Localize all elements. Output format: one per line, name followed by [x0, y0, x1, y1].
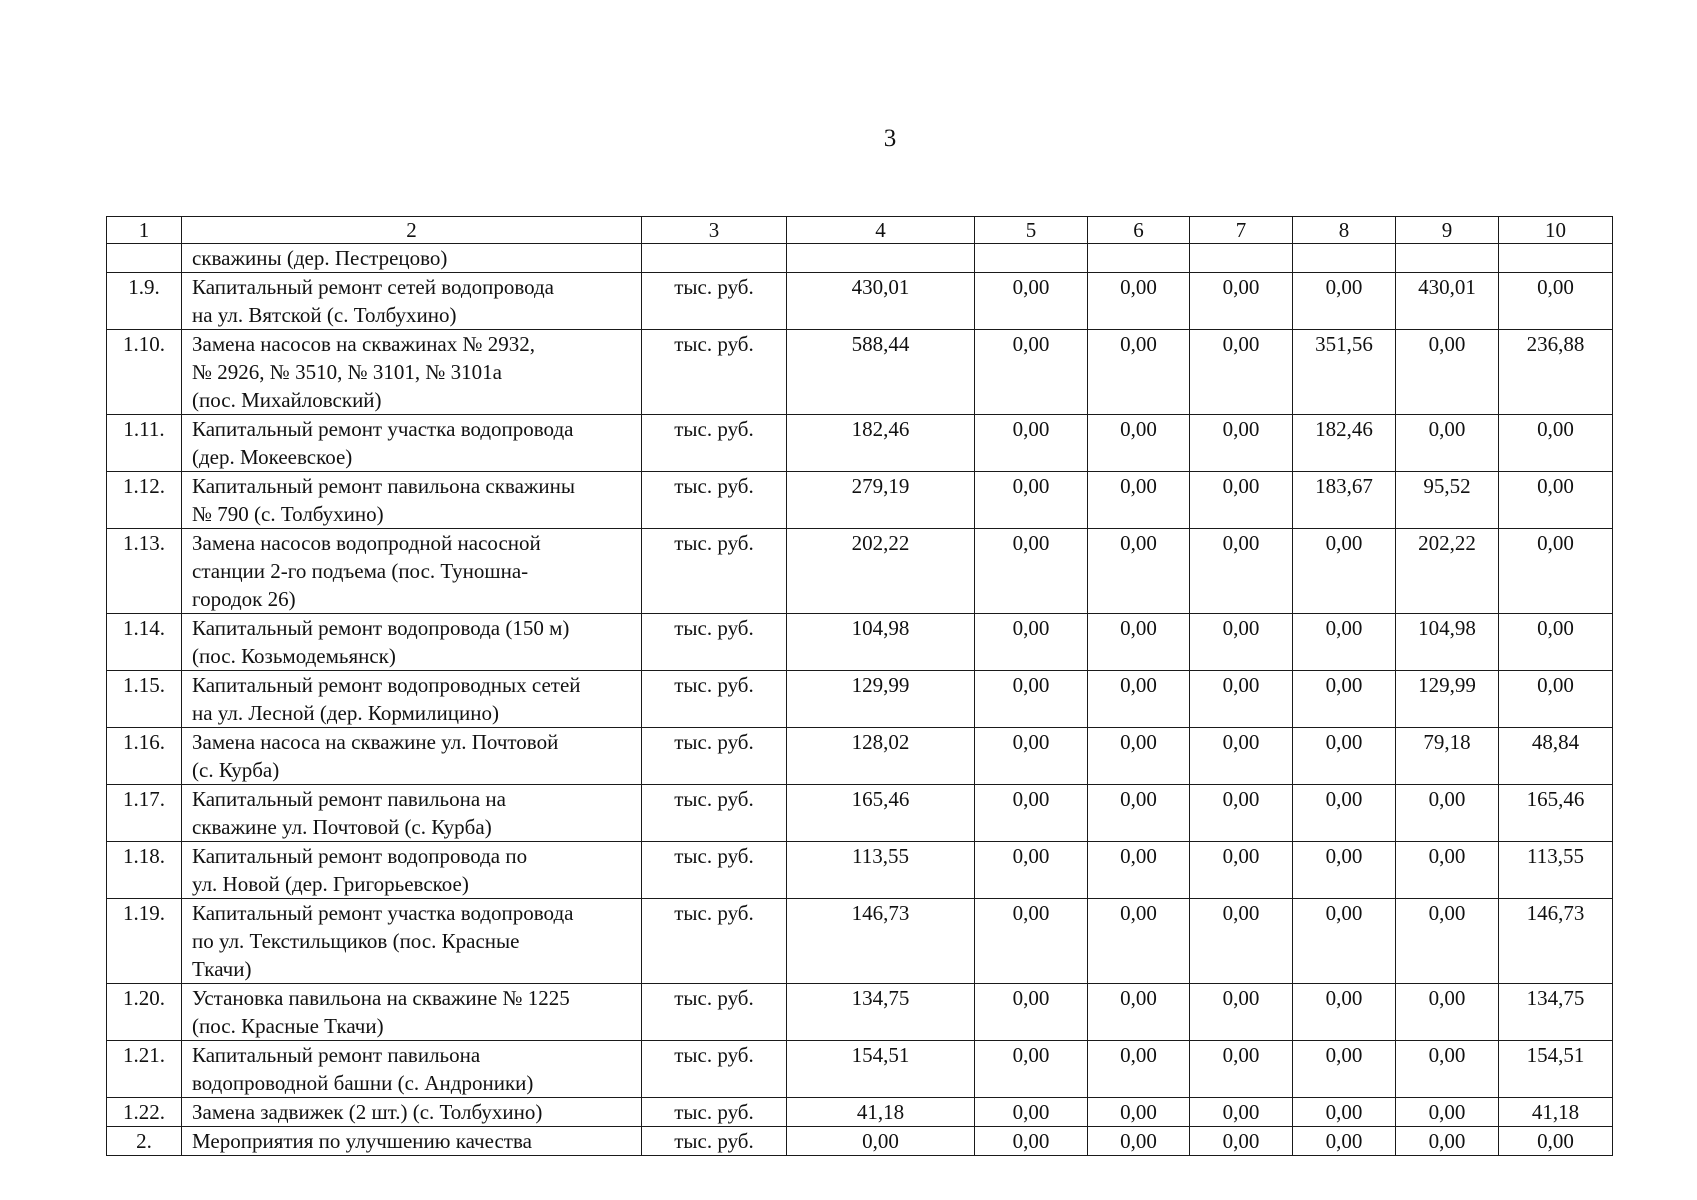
value-cell: 0,00: [1190, 899, 1293, 984]
table-row: [107, 671, 1613, 728]
value-cell: 0,00: [1190, 1041, 1293, 1098]
value-cell: 0,00: [1088, 842, 1190, 899]
value-cell: 0,00: [1190, 842, 1293, 899]
value-cell: 0,00: [1190, 785, 1293, 842]
description-line: Замена насосов на скважинах № 2932,: [192, 332, 536, 356]
value-cell: 129,99: [1396, 671, 1499, 728]
description-line: № 790 (с. Толбухино): [192, 502, 384, 526]
value-cell: 0,00: [975, 273, 1088, 330]
row-unit: тыс. руб.: [642, 1041, 787, 1098]
value-cell: 95,52: [1396, 472, 1499, 529]
description-line: на ул. Вятской (с. Толбухино): [192, 303, 457, 327]
row-number: 1.11.: [107, 415, 182, 472]
row-description: [182, 472, 642, 529]
value-cell: 129,99: [787, 671, 975, 728]
value-cell: 0,00: [1499, 529, 1613, 614]
value-cell: [1190, 244, 1293, 273]
value-cell: 0,00: [1088, 1041, 1190, 1098]
value-cell: 0,00: [1499, 671, 1613, 728]
value-cell: 0,00: [975, 728, 1088, 785]
row-description: [182, 671, 642, 728]
value-cell: 0,00: [1190, 1127, 1293, 1156]
table-row: [107, 1098, 1613, 1127]
row-number: 2.: [107, 1127, 182, 1156]
value-cell: 0,00: [1396, 785, 1499, 842]
table-body: [107, 217, 1613, 1156]
row-description: [182, 330, 642, 415]
value-cell: 0,00: [1293, 984, 1396, 1041]
value-cell: 236,88: [1499, 330, 1613, 415]
value-cell: 0,00: [1396, 899, 1499, 984]
value-cell: 0,00: [1088, 415, 1190, 472]
description-line: городок 26): [192, 587, 296, 611]
value-cell: 0,00: [1088, 529, 1190, 614]
row-unit: [642, 244, 787, 273]
table-row: [107, 1041, 1613, 1098]
value-cell: 0,00: [1190, 273, 1293, 330]
value-cell: 0,00: [1088, 472, 1190, 529]
value-cell: [1293, 244, 1396, 273]
description-line: Замена насоса на скважине ул. Почтовой: [192, 730, 559, 754]
row-number: 1.21.: [107, 1041, 182, 1098]
value-cell: 104,98: [1396, 614, 1499, 671]
row-unit: тыс. руб.: [642, 785, 787, 842]
table-row: [107, 273, 1613, 330]
description-line: Установка павильона на скважине № 1225: [192, 986, 570, 1010]
description-line: (с. Курба): [192, 758, 280, 782]
description-line: Замена задвижек (2 шт.) (с. Толбухино): [192, 1100, 543, 1124]
value-cell: 279,19: [787, 472, 975, 529]
value-cell: [1396, 244, 1499, 273]
value-cell: 0,00: [1088, 1127, 1190, 1156]
row-number: 1.12.: [107, 472, 182, 529]
value-cell: 0,00: [1499, 415, 1613, 472]
value-cell: 0,00: [1088, 671, 1190, 728]
row-unit: тыс. руб.: [642, 330, 787, 415]
row-description: [182, 1098, 642, 1127]
description-line: скважины (дер. Пестрецово): [192, 246, 448, 270]
value-cell: 154,51: [1499, 1041, 1613, 1098]
value-cell: 0,00: [1190, 1098, 1293, 1127]
value-cell: 0,00: [1190, 614, 1293, 671]
value-cell: 202,22: [787, 529, 975, 614]
value-cell: 0,00: [1190, 330, 1293, 415]
row-unit: тыс. руб.: [642, 1127, 787, 1156]
value-cell: 0,00: [1293, 614, 1396, 671]
value-cell: 0,00: [1293, 728, 1396, 785]
table-row: [107, 1127, 1613, 1156]
value-cell: 0,00: [975, 899, 1088, 984]
value-cell: 0,00: [975, 330, 1088, 415]
value-cell: 0,00: [1396, 984, 1499, 1041]
value-cell: 0,00: [1499, 614, 1613, 671]
value-cell: 0,00: [975, 842, 1088, 899]
value-cell: 0,00: [1499, 273, 1613, 330]
row-number: 1.19.: [107, 899, 182, 984]
value-cell: [1088, 244, 1190, 273]
description-line: (пос. Михайловский): [192, 388, 382, 412]
description-line: водопроводной башни (с. Андроники): [192, 1071, 534, 1095]
value-cell: 182,46: [1293, 415, 1396, 472]
row-description: [182, 244, 642, 273]
row-unit: тыс. руб.: [642, 273, 787, 330]
value-cell: 0,00: [975, 415, 1088, 472]
value-cell: 0,00: [787, 1127, 975, 1156]
header-cell: 1: [107, 217, 182, 244]
row-unit: тыс. руб.: [642, 472, 787, 529]
row-unit: тыс. руб.: [642, 728, 787, 785]
value-cell: 182,46: [787, 415, 975, 472]
value-cell: 0,00: [975, 529, 1088, 614]
table-row: [107, 415, 1613, 472]
table-row: [107, 728, 1613, 785]
value-cell: 41,18: [1499, 1098, 1613, 1127]
row-number: 1.18.: [107, 842, 182, 899]
description-line: Капитальный ремонт павильона скважины: [192, 474, 576, 498]
value-cell: 0,00: [1293, 529, 1396, 614]
table-row: [107, 785, 1613, 842]
value-cell: 0,00: [1396, 415, 1499, 472]
header-cell: 6: [1088, 217, 1190, 244]
row-description: [182, 984, 642, 1041]
value-cell: 0,00: [1088, 899, 1190, 984]
value-cell: 0,00: [1293, 1098, 1396, 1127]
row-number: 1.9.: [107, 273, 182, 330]
value-cell: 0,00: [975, 785, 1088, 842]
row-number: 1.13.: [107, 529, 182, 614]
description-line: (пос. Красные Ткачи): [192, 1014, 384, 1038]
value-cell: 79,18: [1396, 728, 1499, 785]
value-cell: 48,84: [1499, 728, 1613, 785]
value-cell: 202,22: [1396, 529, 1499, 614]
value-cell: [1499, 244, 1613, 273]
description-line: скважине ул. Почтовой (с. Курба): [192, 815, 492, 839]
header-cell: 7: [1190, 217, 1293, 244]
row-number: 1.15.: [107, 671, 182, 728]
description-line: (пос. Козьмодемьянск): [192, 644, 396, 668]
budget-table: [106, 216, 1613, 1156]
header-cell: 10: [1499, 217, 1613, 244]
value-cell: 146,73: [787, 899, 975, 984]
value-cell: 165,46: [1499, 785, 1613, 842]
value-cell: 146,73: [1499, 899, 1613, 984]
value-cell: 0,00: [975, 984, 1088, 1041]
row-description: [182, 529, 642, 614]
header-cell: 2: [182, 217, 642, 244]
description-line: станции 2-го подъема (пос. Туношна-: [192, 559, 529, 583]
value-cell: 0,00: [975, 614, 1088, 671]
value-cell: 0,00: [1088, 273, 1190, 330]
table-row: [107, 529, 1613, 614]
table-row: [107, 330, 1613, 415]
page-number: 3: [883, 125, 897, 152]
description-line: Капитальный ремонт павильона: [192, 1043, 481, 1067]
value-cell: 0,00: [1088, 728, 1190, 785]
row-description: [182, 899, 642, 984]
value-cell: 154,51: [787, 1041, 975, 1098]
value-cell: 0,00: [1190, 415, 1293, 472]
value-cell: 351,56: [1293, 330, 1396, 415]
value-cell: 0,00: [975, 472, 1088, 529]
value-cell: 0,00: [1293, 1041, 1396, 1098]
row-description: [182, 614, 642, 671]
value-cell: 113,55: [1499, 842, 1613, 899]
value-cell: 0,00: [1088, 330, 1190, 415]
table-row: [107, 472, 1613, 529]
row-description: [182, 1127, 642, 1156]
description-line: Капитальный ремонт водопровода (150 м): [192, 616, 570, 640]
value-cell: 0,00: [1293, 842, 1396, 899]
row-description: [182, 1041, 642, 1098]
header-cell: 5: [975, 217, 1088, 244]
value-cell: 134,75: [1499, 984, 1613, 1041]
value-cell: 430,01: [1396, 273, 1499, 330]
value-cell: 0,00: [1396, 330, 1499, 415]
value-cell: 0,00: [1190, 984, 1293, 1041]
value-cell: 0,00: [1499, 472, 1613, 529]
value-cell: [787, 244, 975, 273]
description-line: Капитальный ремонт водопровода по: [192, 844, 528, 868]
row-number: 1.22.: [107, 1098, 182, 1127]
value-cell: 128,02: [787, 728, 975, 785]
row-number: [107, 244, 182, 273]
value-cell: 134,75: [787, 984, 975, 1041]
value-cell: 588,44: [787, 330, 975, 415]
description-line: Мероприятия по улучшению качества: [192, 1129, 532, 1153]
row-description: [182, 785, 642, 842]
value-cell: 0,00: [1293, 899, 1396, 984]
value-cell: 0,00: [1396, 1041, 1499, 1098]
value-cell: 0,00: [975, 671, 1088, 728]
header-row: [107, 217, 1613, 244]
value-cell: 0,00: [1088, 785, 1190, 842]
row-unit: тыс. руб.: [642, 614, 787, 671]
row-number: 1.10.: [107, 330, 182, 415]
description-line: Капитальный ремонт сетей водопровода: [192, 275, 555, 299]
row-number: 1.14.: [107, 614, 182, 671]
value-cell: 0,00: [1190, 472, 1293, 529]
value-cell: 0,00: [1088, 1098, 1190, 1127]
table-row: [107, 899, 1613, 984]
value-cell: 183,67: [1293, 472, 1396, 529]
value-cell: 0,00: [1396, 1127, 1499, 1156]
row-description: [182, 415, 642, 472]
value-cell: 0,00: [975, 1041, 1088, 1098]
description-line: Капитальный ремонт участка водопровода: [192, 417, 574, 441]
value-cell: 0,00: [1396, 1098, 1499, 1127]
description-line: по ул. Текстильщиков (пос. Красные: [192, 929, 520, 953]
description-line: № 2926, № 3510, № 3101, № 3101а: [192, 360, 502, 384]
value-cell: [975, 244, 1088, 273]
row-unit: тыс. руб.: [642, 671, 787, 728]
value-cell: 0,00: [975, 1127, 1088, 1156]
row-number: 1.20.: [107, 984, 182, 1041]
row-unit: тыс. руб.: [642, 529, 787, 614]
row-unit: тыс. руб.: [642, 984, 787, 1041]
value-cell: 113,55: [787, 842, 975, 899]
description-line: на ул. Лесной (дер. Кормилицино): [192, 701, 499, 725]
row-unit: тыс. руб.: [642, 842, 787, 899]
row-description: [182, 728, 642, 785]
value-cell: 0,00: [1293, 1127, 1396, 1156]
header-cell: 9: [1396, 217, 1499, 244]
value-cell: 430,01: [787, 273, 975, 330]
header-cell: 3: [642, 217, 787, 244]
value-cell: 41,18: [787, 1098, 975, 1127]
value-cell: 165,46: [787, 785, 975, 842]
description-line: Капитальный ремонт водопроводных сетей: [192, 673, 581, 697]
table-row: [107, 614, 1613, 671]
value-cell: 0,00: [975, 1098, 1088, 1127]
value-cell: 0,00: [1088, 614, 1190, 671]
value-cell: 0,00: [1088, 984, 1190, 1041]
header-cell: 4: [787, 217, 975, 244]
row-number: 1.17.: [107, 785, 182, 842]
value-cell: 0,00: [1396, 842, 1499, 899]
header-cell: 8: [1293, 217, 1396, 244]
table-row: [107, 984, 1613, 1041]
description-line: Капитальный ремонт участка водопровода: [192, 901, 574, 925]
description-line: Замена насосов водопродной насосной: [192, 531, 541, 555]
row-description: [182, 273, 642, 330]
row-description: [182, 842, 642, 899]
value-cell: 0,00: [1499, 1127, 1613, 1156]
description-line: ул. Новой (дер. Григорьевское): [192, 872, 469, 896]
value-cell: 0,00: [1190, 529, 1293, 614]
value-cell: 0,00: [1190, 728, 1293, 785]
row-unit: тыс. руб.: [642, 415, 787, 472]
value-cell: 0,00: [1293, 671, 1396, 728]
description-line: Ткачи): [192, 957, 252, 981]
table-row: [107, 244, 1613, 273]
value-cell: 0,00: [1293, 273, 1396, 330]
description-line: Капитальный ремонт павильона на: [192, 787, 506, 811]
row-unit: тыс. руб.: [642, 899, 787, 984]
value-cell: 0,00: [1293, 785, 1396, 842]
row-unit: тыс. руб.: [642, 1098, 787, 1127]
value-cell: 0,00: [1190, 671, 1293, 728]
description-line: (дер. Мокеевское): [192, 445, 353, 469]
row-number: 1.16.: [107, 728, 182, 785]
table-row: [107, 842, 1613, 899]
value-cell: 104,98: [787, 614, 975, 671]
